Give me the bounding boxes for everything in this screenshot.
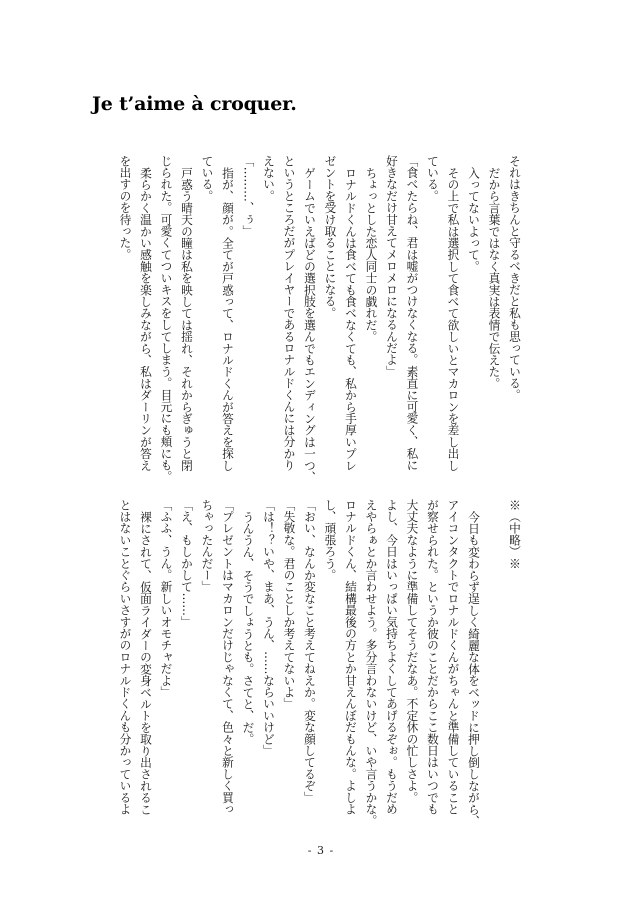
dialogue-line: 「………、ぅ」 (241, 155, 256, 237)
text-line: 戸惑う晴天の瞳は私を映しては揺れ、それからぎゅうと閉 (180, 166, 194, 471)
text-line: ている。 (200, 155, 215, 202)
text-line: じられた。可愛くてついキスをしてしまう。目元にも頬にも。 (159, 155, 174, 483)
page-title: Je t’aime à croquer. (92, 93, 297, 115)
text-line: 裸にされて、仮面ライダーの変身ベルトを取り出されるこ (139, 510, 153, 815)
text-line: 今日も変わらず逞しく綺麗な体をベッドに押し倒しながら、 (467, 510, 481, 827)
lower-text-tier (115, 499, 525, 834)
text-line: えない。 (262, 155, 276, 202)
dialogue-line: 好きなだけ甘えてメロメロになるんだよ」 (385, 155, 399, 378)
upper-text-tier (115, 155, 525, 490)
text-line: を出すのを待った。 (118, 155, 133, 261)
text-line: よし、今日はいっぱい気持ちよくしてあげるぞぉ。もうだめ (385, 499, 399, 815)
dialogue-line: 「プレゼントはマカロンだけじゃなくて、色々と新しく買っ (221, 499, 235, 815)
dialogue-line: 「は！？いや、まあ、うん、……ならいいけど」 (262, 499, 276, 757)
text-line: ロナルドくん、結構最後の方とか甘えんぼだもんな。よしよ (344, 499, 358, 815)
text-line: アイコンタクトでロナルドくんがちゃんと準備していること (446, 499, 461, 815)
page-number: - 3 - (307, 844, 335, 857)
dialogue-line: 「え、もしかして……」 (180, 499, 194, 628)
dialogue-line: 「ふふ、うん。新しいオモチャだよ」 (159, 499, 174, 698)
dialogue-line: ちゃったんだー」 (200, 499, 215, 593)
text-line: し、頑張ろう。 (323, 499, 338, 581)
text-line: ゼントを受け取ることになる。 (323, 155, 338, 319)
text-line: というところだがプレイヤーであるロナルドくんには分かり (282, 155, 297, 471)
text-line: その上で私は選択して食べて欲しいとマカロンを差し出し (446, 166, 461, 471)
text-line: ロナルドくんは食べても食べなくても、私から手厚いプレ (344, 166, 358, 471)
text-line: とはないことぐらいさすがのロナルドくんも分かっているよ (118, 499, 133, 815)
text-line: ている。 (426, 155, 440, 202)
text-line: ちょっとした恋人同士の戯れだ。 (364, 166, 379, 343)
text-line: ゲームでいえばどの選択肢を選んでもエンディングは一つ、 (303, 166, 317, 483)
dialogue-line: 「食べたらね、君は嘘がつけなくなる。素直に可愛く、私に (405, 155, 420, 471)
dialogue-line: 「失敬な。君のことしか考えてないよ」 (282, 499, 297, 710)
text-line: が察せられた。というか彼のことだからここ数日はいつでも (426, 499, 440, 815)
text-line: だから言葉ではなく真実は表情で伝えた。 (487, 166, 502, 389)
text-line: 大丈夫なように準備してそうだなあ。不定休の忙しさよ。 (405, 499, 420, 804)
text-line: うんうん、そうでしょうとも。さてと、だ。 (241, 510, 256, 745)
text-line: えやらぁとか言わせよう。多分言わないけど、いや言うかな。 (364, 499, 379, 827)
text-line: それはきちんと守るべきだと私も思っている。 (508, 155, 522, 401)
omission-marker: ※（中略）※ (508, 499, 522, 570)
text-line: 指が、顔が。全てが戸惑って、ロナルドくんが答えを探し (221, 166, 235, 471)
text-line: 柔らかく温かい感触を楽しみながら、私はダーリンが答え (139, 166, 153, 471)
dialogue-line: 「おい、なんか変なこと考えてねえか。変な顔してるぞ」 (303, 499, 317, 804)
text-line: 入ってないよって。 (467, 166, 481, 272)
